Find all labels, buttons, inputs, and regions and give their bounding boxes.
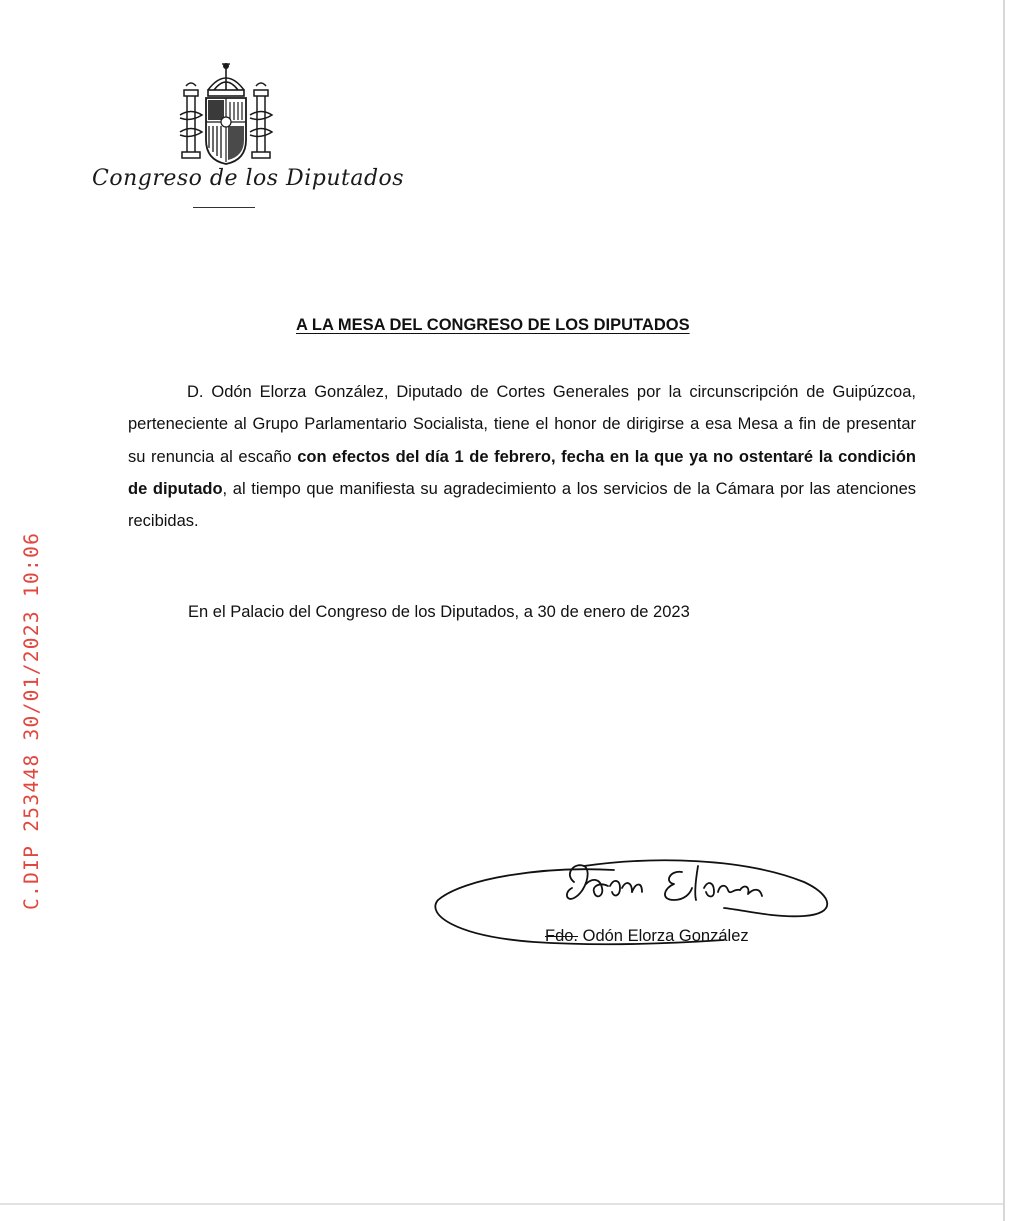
body-text-part-1: D. Odón Elorza González, Diputado de Cortes Generales por la circunscripción de Guipúzcoa, perteneciente al Grupo Parlamentario Socialista, tiene el honor de dirigirse a esa Mesa a fin de presentar su renuncia al escaño <box>128 383 916 466</box>
closing-place-date: En el Palacio del Congreso de los Diputados, a 30 de enero de 2023 <box>188 603 690 621</box>
signer-line <box>545 927 749 946</box>
signer-name: Odón Elorza González <box>582 927 749 945</box>
body-paragraph <box>128 376 916 537</box>
institution-name: Congreso de los Diputados <box>92 166 405 191</box>
letterhead-divider <box>193 207 255 208</box>
body-text-bold: con efectos del día 1 de febrero, fecha en la que ya no ostentaré la condición de diputado <box>128 447 916 498</box>
body-text-part-2: , al tiempo que manifiesta su agradecimiento a los servicios de la Cámara por las atenciones recibidas. <box>128 479 917 531</box>
page-edge-right <box>1003 0 1005 1221</box>
signed-prefix: Fdo. <box>545 927 579 945</box>
coat-of-arms-icon <box>178 60 274 166</box>
document-heading: A LA MESA DEL CONGRESO DE LOS DIPUTADOS <box>296 316 690 334</box>
page-edge-bottom <box>0 1203 1003 1205</box>
registry-stamp: C.DIP 253448 30/01/2023 10:06 <box>20 531 43 910</box>
